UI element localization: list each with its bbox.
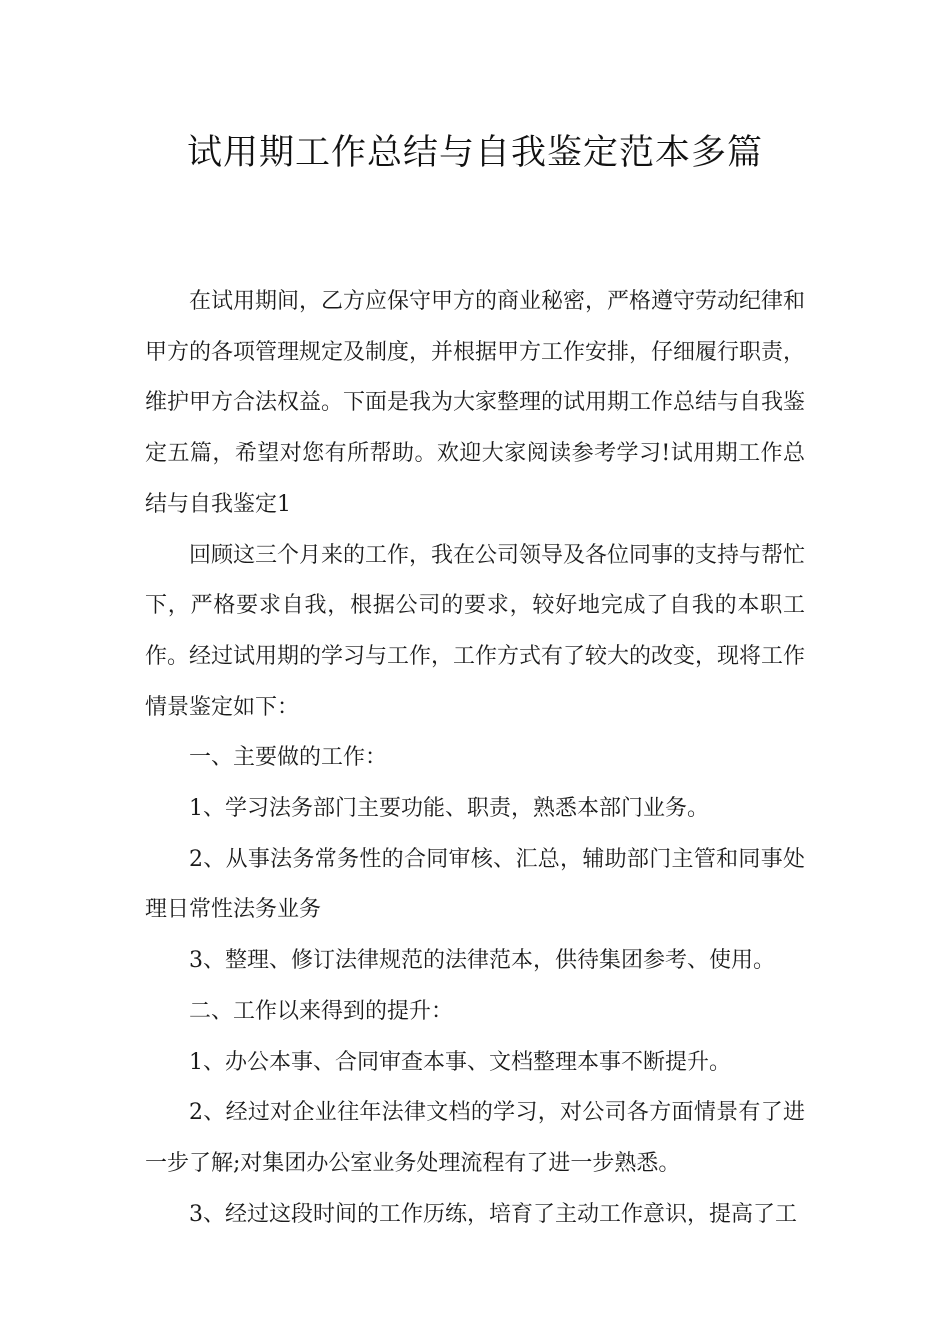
document-title: 试用期工作总结与自我鉴定范本多篇: [186, 133, 763, 173]
list-item: 3、经过这段时间的工作历练，培育了主动工作意识，提高了工: [189, 1201, 797, 1227]
list-item: 1、办公本事、合同审查本事、文档整理本事不断提升。: [189, 1049, 731, 1075]
list-item: 1、学习法务部门主要功能、职责，熟悉本部门业务。: [189, 796, 709, 822]
paragraph-intro: 在试用期间，乙方应保守甲方的商业秘密，严格遵守劳动纪律和甲方的各项管理规定及制度，并根据甲方工作安排，仔细履行职责，维护甲方合法权益。下面是我为大家整理的试用期工作总结与自我鉴定五篇，希望对您有所帮助。欢迎大家阅读参考学习!试用期工作总结与自我鉴定1: [145, 289, 806, 517]
list-item: 2、经过对企业往年法律文档的学习，对公司各方面情景有了进一步了解;对集团办公室业务处理流程有了进一步熟悉。: [145, 1100, 805, 1176]
paragraph-review: 回顾这三个月来的工作，我在公司领导及各位同事的支持与帮忙下，严格要求自我，根据公司的要求，较好地完成了自我的本职工作。经过试用期的学习与工作，工作方式有了较大的改变，现将工作情景鉴定如下：: [145, 542, 806, 720]
list-item: 3、整理、修订法律规范的法律范本，供待集团参考、使用。: [189, 948, 775, 974]
section-heading-main-work: 一、主要做的工作：: [189, 745, 388, 771]
list-item: 2、从事法务常务性的合同审核、汇总，辅助部门主管和同事处理日常性法务业务: [145, 846, 805, 923]
section-heading-improvements: 二、工作以来得到的提升：: [189, 998, 454, 1024]
document-body: [145, 277, 805, 1240]
